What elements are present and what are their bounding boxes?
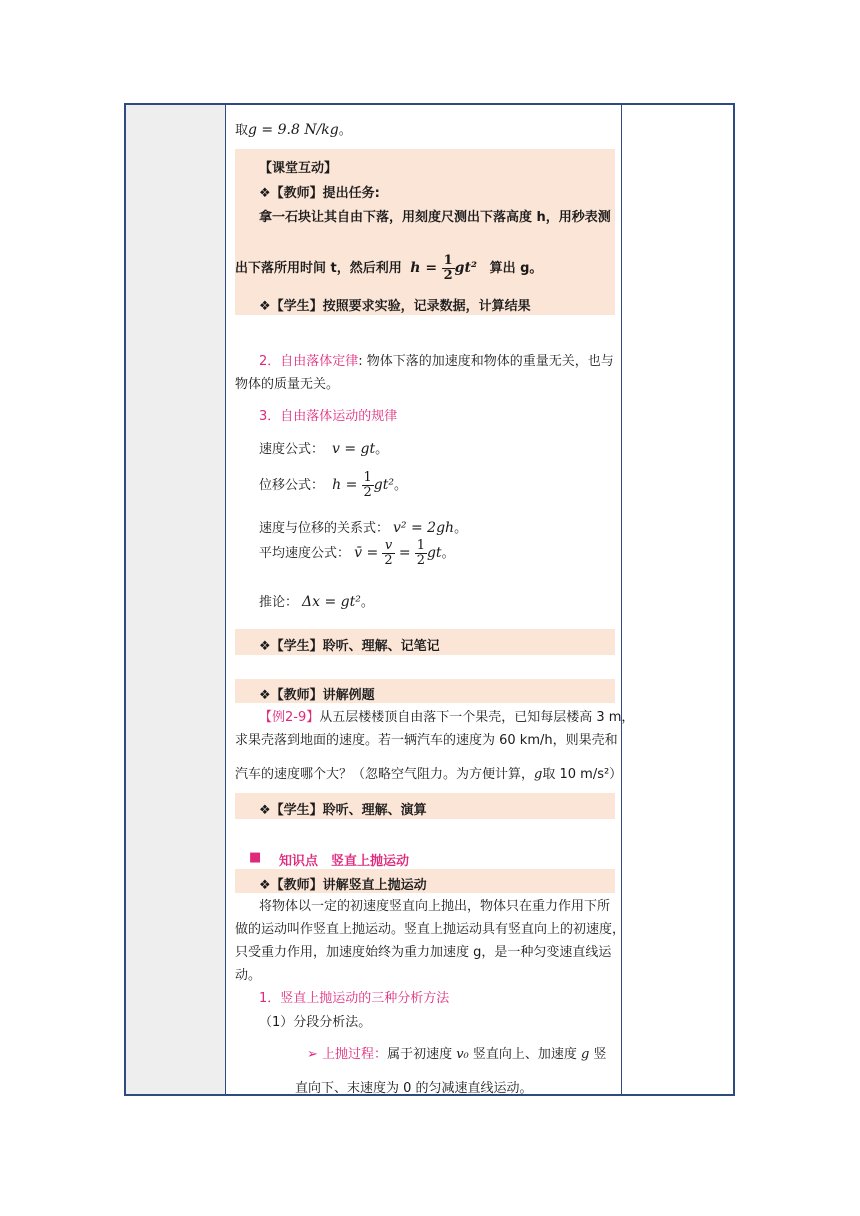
task-formula-fraction [442, 254, 455, 283]
column-divider [621, 105, 622, 1094]
relation-formula: v² = 2gh [393, 520, 455, 536]
example-tag: 【例2-9】 [259, 710, 320, 725]
teacher-example: ❖【教师】讲解例题 [259, 688, 375, 703]
relation-end: 。 [454, 521, 468, 536]
upward-text-b: 竖直向上、加速度 [468, 1047, 582, 1062]
inference-line [259, 591, 374, 610]
displacement-num: 1 [363, 470, 372, 485]
left-column [126, 105, 226, 1094]
upward-v0: v₀ [456, 1047, 469, 1062]
teacher-vertical: ❖【教师】讲解竖直上抛运动 [259, 878, 427, 893]
section2-text1: : 物体下落的加速度和物体的重量无关，也与 [358, 354, 614, 369]
intro-line [235, 119, 352, 138]
relation-label: 速度与位移的关系式： [259, 521, 390, 536]
velocity-formula: v = gt [332, 441, 376, 457]
avg-fraction1 [382, 539, 394, 568]
avg-den1: 2 [384, 553, 393, 568]
upward-g: g [581, 1047, 590, 1062]
example-text3b: 取 10 m/s²） [542, 767, 623, 782]
section2-line1 [259, 350, 614, 369]
velocity-formula-line [259, 438, 388, 457]
example-text3a: 汽车的速度哪个大？（忽略空气阻力。为方便计算， [235, 767, 535, 782]
task-line2 [235, 233, 542, 283]
example-line3 [235, 763, 622, 782]
upward-label: 上抛过程： [322, 1047, 388, 1062]
lesson-table [124, 103, 735, 1096]
avg-end: 。 [441, 546, 455, 561]
displacement-rhs: gt² [373, 477, 394, 493]
vertical-para-line2: 做的运动叫作竖直上抛运动。竖直上抛运动具有竖直向上的初速度， [235, 922, 626, 937]
example-g: g [534, 767, 543, 782]
arrow-icon: ➢ [307, 1047, 318, 1062]
knowledge-bullet: ■ [249, 850, 262, 865]
intro-formula: g = 9.8 N/kg [248, 122, 339, 138]
inference-formula: Δx = gt² [302, 594, 361, 610]
task-formula-rhs: gt² [454, 260, 478, 276]
upward-text-c: 竖 [589, 1047, 607, 1062]
task-line2-text: 出下落所用时间 t，然后利用 [235, 261, 402, 276]
upward-line1 [307, 1043, 607, 1062]
intro-prefix: 取 [235, 123, 249, 138]
velocity-end: 。 [375, 442, 389, 457]
avg-eq: = [398, 545, 411, 561]
avg-fraction2 [415, 539, 427, 568]
avg-lhs: v̄ = [354, 545, 379, 561]
velocity-label: 速度公式： [259, 442, 325, 457]
method1: （1）分段分析法。 [259, 1015, 372, 1030]
inference-end: 。 [360, 595, 374, 610]
inference-label: 推论： [259, 595, 299, 610]
task-line1: 拿一石块让其自由下落，用刻度尺测出下落高度 h，用秒表测 [259, 210, 611, 225]
student-listen-2: ❖【学生】聆听、理解、演算 [259, 803, 427, 818]
vertical-para-line4: 动。 [235, 968, 262, 983]
intro-suffix: 。 [338, 123, 352, 138]
section3-label: 3．自由落体运动的规律 [259, 409, 398, 424]
teacher-task: ❖【教师】提出任务: [259, 186, 380, 201]
interaction-heading: 【课堂互动】 [259, 161, 338, 176]
avg-num1: v [382, 539, 394, 554]
avg-rhs: gt [426, 545, 442, 561]
task-formula-den: 2 [443, 268, 453, 283]
section2-line2: 物体的质量无关。 [235, 377, 340, 392]
avg-den2: 2 [416, 553, 425, 568]
content-column [235, 105, 635, 1096]
task-formula-lhs: h = [410, 260, 438, 276]
task-line2-end: 算出 g。 [489, 261, 543, 276]
displacement-label: 位移公式： [259, 478, 325, 493]
student-task: ❖【学生】按照要求实验，记录数据，计算结果 [259, 299, 531, 314]
vertical-para-line3: 只受重力作用，加速度始终为重力加速度 g，是一种匀变速直线运 [235, 945, 612, 960]
displacement-lhs: h = [332, 477, 358, 493]
displacement-end: 。 [393, 478, 407, 493]
relation-formula-line [259, 517, 467, 536]
task-formula-num: 1 [443, 253, 453, 268]
upward-line2: 直向下、末速度为 0 的匀减速直线运动。 [295, 1081, 533, 1096]
avg-label: 平均速度公式： [259, 546, 351, 561]
upward-text-a: 属于初速度 [387, 1047, 457, 1062]
avg-num2: 1 [416, 538, 425, 553]
section2-label: 2．自由落体定律 [259, 354, 359, 369]
displacement-formula-line [259, 471, 407, 500]
average-velocity-line [259, 539, 455, 568]
example-text1: 从五层楼楼顶自由落下一个果壳，已知每层楼高 3 m， [319, 710, 635, 725]
displacement-fraction [362, 471, 374, 500]
example-line1 [259, 706, 634, 725]
displacement-den: 2 [363, 485, 372, 500]
student-listen-1: ❖【学生】聆听、理解、记笔记 [259, 639, 440, 654]
knowledge-title: 知识点 竖直上抛运动 [279, 854, 410, 869]
vertical-para-line1: 将物体以一定的初速度竖直向上抛出，物体只在重力作用下所 [259, 899, 611, 914]
example-line2: 求果壳落到地面的速度。若一辆汽车的速度为 60 km/h，则果壳和 [235, 733, 618, 748]
methods-label: 1．竖直上抛运动的三种分析方法 [259, 991, 450, 1006]
